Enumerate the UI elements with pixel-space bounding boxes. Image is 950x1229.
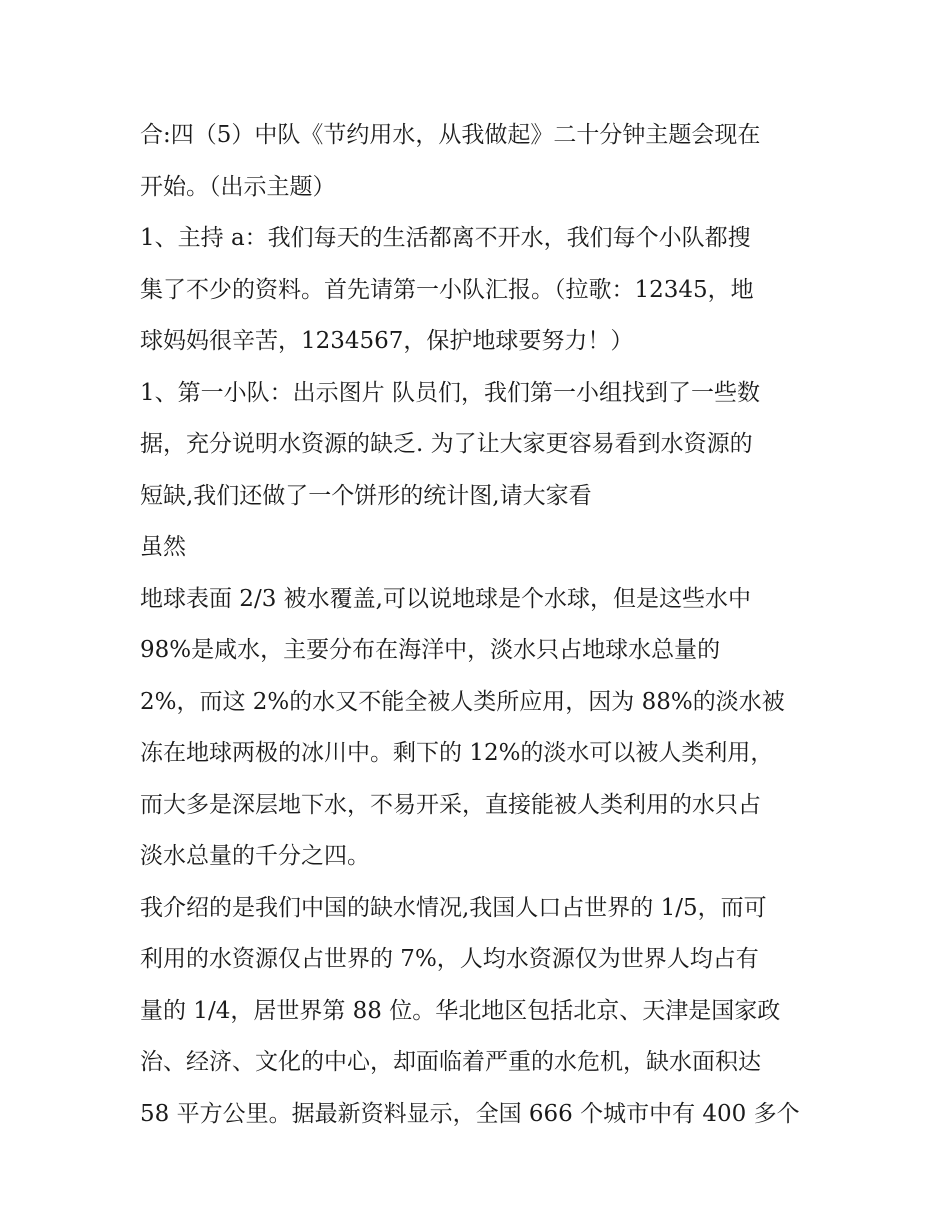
text-line: 利用的水资源仅占世界的 7%，人均水资源仅为世界人均占有 xyxy=(140,946,759,972)
text-line: 量的 1/4，居世界第 88 位。华北地区包括北京、天津是国家政 xyxy=(140,997,781,1024)
text-line: 1、主持 a：我们每天的生活都离不开水，我们每个小队都搜 xyxy=(140,225,751,251)
text-line: 2%，而这 2%的水又不能全被人类所应用，因为 88%的淡水被 xyxy=(140,688,785,715)
text-line: 淡水总量的千分之四。 xyxy=(140,843,370,869)
document-body xyxy=(140,110,820,1140)
text-line: 治、经济、文化的中心，却面临着严重的水危机，缺水面积达 xyxy=(140,1049,761,1075)
text-line: 球妈妈很辛苦，1234567，保护地球要努力！） xyxy=(140,328,634,354)
text-line: 合:四（5）中队《节约用水，从我做起》二十分钟主题会现在 xyxy=(140,122,761,148)
text-line: 据，充分说明水资源的缺乏. 为了让大家更容易看到水资源的 xyxy=(140,431,753,457)
text-line: 冻在地球两极的冰川中。剩下的 12%的淡水可以被人类利用， xyxy=(140,740,774,766)
text-line: 地球表面 2/3 被水覆盖,可以说地球是个水球，但是这些水中 xyxy=(140,585,751,612)
text-line: 集了不少的资料。首先请第一小队汇报。（拉歌：12345，地 xyxy=(140,276,754,303)
text-line: 而大多是深层地下水，不易开采，直接能被人类利用的水只占 xyxy=(140,791,761,818)
text-line: 虽然 xyxy=(140,534,186,560)
text-line: 98%是咸水，主要分布在海洋中，淡水只占地球水总量的 xyxy=(140,637,721,663)
text-line: 我介绍的是我们中国的缺水情况,我国人口占世界的 1/5，而可 xyxy=(140,894,767,921)
text-line: 开始。（出示主题） xyxy=(140,173,336,200)
text-line: 短缺,我们还做了一个饼形的统计图,请大家看 xyxy=(140,482,592,509)
text-line: 58 平方公里。据最新资料显示，全国 666 个城市中有 400 多个 xyxy=(140,1100,800,1127)
text-line: 1、第一小队：出示图片 队员们，我们第一小组找到了一些数 xyxy=(140,379,760,406)
